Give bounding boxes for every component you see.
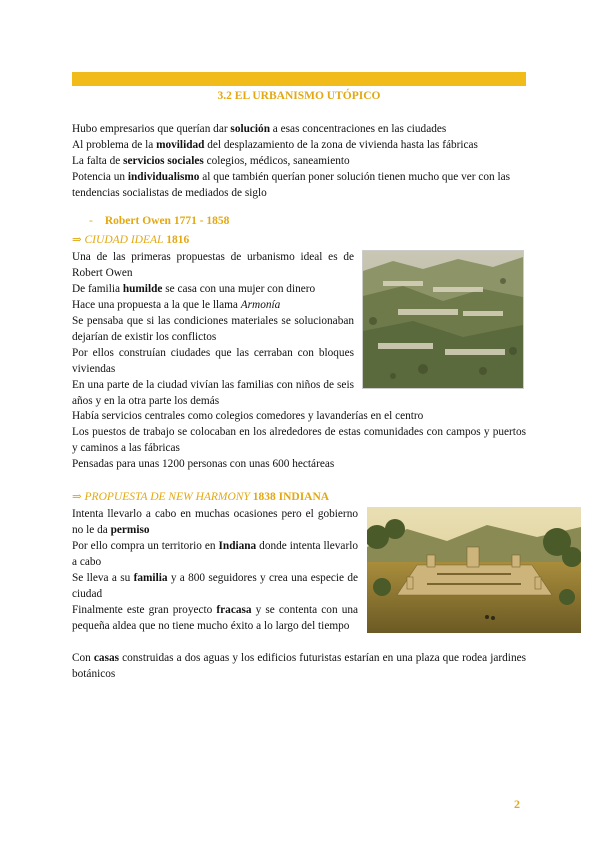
ciudad-ideal-heading: ⇒ CIUDAD IDEAL 1816 (72, 234, 190, 246)
body-line: Pensadas para unas 1200 personas con unas 600 hectáreas (72, 458, 335, 470)
body-line: En una parte de la ciudad vivían las familias con niños de seis años y en la otra parte los demás (72, 379, 354, 407)
right-double-arrow-icon: ⇒ (72, 491, 82, 503)
ciudad-ideal-text-wide (72, 408, 526, 472)
body-line: Se pensaba que si las condiciones materiales se solucionaban dejarían de existir los conflictos (72, 315, 354, 343)
section-title: 3.2 EL URBANISMO UTÓPICO (217, 90, 381, 102)
body-line: De familia humilde se casa con una mujer con dinero (72, 283, 316, 295)
section-header-bar (72, 72, 526, 86)
new-harmony-text-wide (72, 650, 526, 682)
intro-line: Al problema de la movilidad del desplazamiento de la zona de vivienda hasta las fábricas (72, 139, 478, 151)
body-line: Con casas construidas a dos aguas y los edificios futuristas estarían en una plaza que rodea jardines botánicos (72, 652, 527, 680)
new-harmony-text (72, 506, 358, 634)
robert-owen-heading: - Robert Owen 1771 - 1858 (89, 215, 230, 227)
intro-line: Hubo empresarios que querían dar solución a esas concentraciones en las ciudades (72, 123, 447, 135)
body-line: Intenta llevarlo a cabo en muchas ocasiones pero el gobierno no le da permiso (72, 508, 358, 536)
right-double-arrow-icon: ⇒ (72, 234, 82, 246)
body-line: Una de las primeras propuestas de urbanismo ideal es de Robert Owen (72, 251, 354, 279)
body-line: Por ellos construían ciudades que las cerraban con bloques viviendas (72, 347, 354, 375)
body-line: Finalmente este gran proyecto fracasa y se contenta con una pequeña aldea que no tiene mucho éxito a lo largo del tiempo (72, 604, 359, 632)
new-harmony-heading: ⇒ PROPUESTA DE NEW HARMONY 1838 INDIANA (72, 491, 330, 503)
ideal-city-illustration (362, 250, 524, 389)
body-line: Por ello compra un territorio en Indiana donde intenta llevarlo a cabo (72, 540, 358, 568)
intro-line: La falta de servicios sociales colegios, médicos, saneamiento (72, 155, 350, 167)
body-line: Había servicios centrales como colegios comedores y lavanderías en el centro (72, 410, 424, 422)
page-number: 2 (514, 797, 520, 811)
ciudad-ideal-text (72, 249, 354, 409)
body-line: Los puestos de trabajo se colocaban en los alrededores de estas comunidades con campos y puertos y caminos a las fábricas (72, 426, 526, 454)
body-line: Se lleva a su familia y a 800 seguidores y crea una especie de ciudad (72, 572, 358, 600)
body-line: Hace una propuesta a la que le llama Armonía (72, 299, 281, 311)
new-harmony-illustration (367, 507, 581, 633)
intro-paragraphs (72, 121, 526, 201)
intro-line: Potencia un individualismo al que también querían poner solución tienen mucho que ver con las tendencias socialistas de mediados de siglo (72, 171, 511, 199)
